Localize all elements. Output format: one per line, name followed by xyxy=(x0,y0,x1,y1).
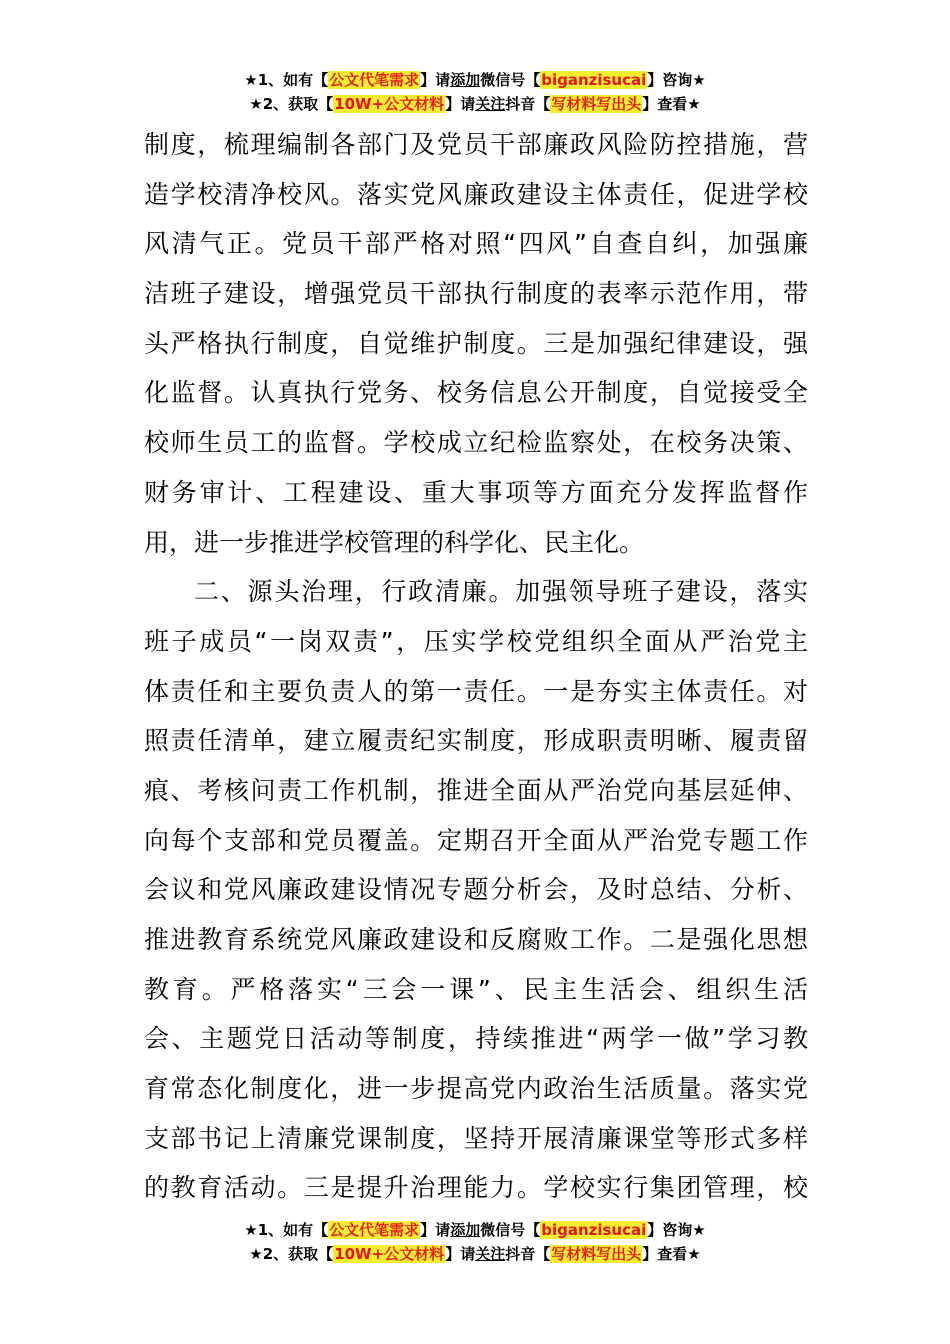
body-line: 用，进一步推进学校管理的科学化、民主化。 xyxy=(144,527,645,557)
banner-text: 】查看★ xyxy=(642,95,701,113)
banner-text: 】请 xyxy=(445,95,476,113)
banner-text: 】请 xyxy=(420,1221,451,1239)
body-line: 财务审计、工程建设、重大事项等方面充分发挥监督作 xyxy=(144,477,808,507)
body-line: 洁班子建设，增强党员干部执行制度的表率示范作用，带 xyxy=(144,279,808,309)
banner-highlight: 公文代笔需求 xyxy=(329,71,420,89)
banner-highlight: 10W+公文材料 xyxy=(334,95,445,113)
body-line: 推进教育系统党风廉政建设和反腐败工作。二是强化思想 xyxy=(144,925,808,954)
banner-text: 抖音【 xyxy=(505,95,551,113)
banner-line-1 xyxy=(0,1218,950,1242)
banner-text: 】请 xyxy=(420,71,451,89)
body-line: 教育。严格落实“三会一课”、民主生活会、组织生活 xyxy=(144,974,808,1004)
banner-text: ★1、如有【 xyxy=(244,1221,329,1239)
banner-highlight: 公文代笔需求 xyxy=(329,1221,420,1239)
banner-highlight: 写材料写出头 xyxy=(551,1245,642,1263)
banner-underlined: 添加 xyxy=(450,1221,481,1239)
banner-highlight: 10W+公文材料 xyxy=(334,1245,445,1263)
banner-highlight: 写材料写出头 xyxy=(551,95,642,113)
body-line: 校师生员工的监督。学校成立纪检监察处，在校务决策、 xyxy=(144,428,808,458)
banner-text: ★1、如有【 xyxy=(244,71,329,89)
banner-text: 】咨询★ xyxy=(647,71,706,89)
body-line: 头严格执行制度，自觉维护制度。三是加强纪律建设，强 xyxy=(144,328,808,358)
banner-underlined: 关注 xyxy=(475,1245,506,1263)
header-banner xyxy=(0,68,950,116)
banner-highlight: biganzisucai xyxy=(541,1221,647,1239)
banner-text: ★2、获取【 xyxy=(249,95,334,113)
banner-line-2 xyxy=(0,92,950,116)
body-line: 照责任清单，建立履责纪实制度，形成职责明晰、履责留 xyxy=(144,726,808,756)
banner-underlined: 添加 xyxy=(450,71,481,89)
body-line: 育常态化制度化，进一步提高党内政治生活质量。落实党 xyxy=(144,1074,808,1104)
banner-text: 微信号【 xyxy=(480,71,541,89)
banner-underlined: 关注 xyxy=(475,95,506,113)
body-line: 体责任和主要负责人的第一责任。一是夯实主体责任。对 xyxy=(144,676,808,706)
body-line: 二、源头治理，行政清廉。加强领导班子建设，落实 xyxy=(194,577,808,607)
banner-text: 】咨询★ xyxy=(647,1221,706,1239)
body-line: 造学校清净校风。落实党风廉政建设主体责任，促进学校 xyxy=(144,179,808,209)
banner-text: 】查看★ xyxy=(642,1245,701,1263)
body-line: 支部书记上清廉党课制度，坚持开展清廉课堂等形式多样 xyxy=(144,1123,808,1153)
banner-text: ★2、获取【 xyxy=(249,1245,334,1263)
body-line: 会、主题党日活动等制度，持续推进“两学一做”学习教 xyxy=(144,1024,808,1054)
banner-text: 】请 xyxy=(445,1245,476,1263)
body-line: 班子成员“一岗双责”，压实学校党组织全面从严治党主 xyxy=(144,626,808,656)
banner-text: 微信号【 xyxy=(480,1221,541,1239)
body-line: 化监督。认真执行党务、校务信息公开制度，自觉接受全 xyxy=(144,378,808,408)
banner-line-2 xyxy=(0,1242,950,1266)
banner-line-1 xyxy=(0,68,950,92)
footer-banner xyxy=(0,1218,950,1266)
body-line: 痕、考核问责工作机制，推进全面从严治党向基层延伸、 xyxy=(144,775,808,805)
body-line: 会议和党风廉政建设情况专题分析会，及时总结、分析、 xyxy=(144,875,808,905)
body-line: 的教育活动。三是提升治理能力。学校实行集团管理，校 xyxy=(144,1173,808,1203)
banner-text: 抖音【 xyxy=(505,1245,551,1263)
body-line: 制度，梳理编制各部门及党员干部廉政风险防控措施，营 xyxy=(144,130,808,159)
document-body xyxy=(144,120,808,1213)
body-line: 风清气正。党员干部严格对照“四风”自查自纠，加强廉 xyxy=(144,229,808,259)
banner-highlight: biganzisucai xyxy=(541,71,647,89)
body-line: 向每个支部和党员覆盖。定期召开全面从严治党专题工作 xyxy=(144,825,808,855)
